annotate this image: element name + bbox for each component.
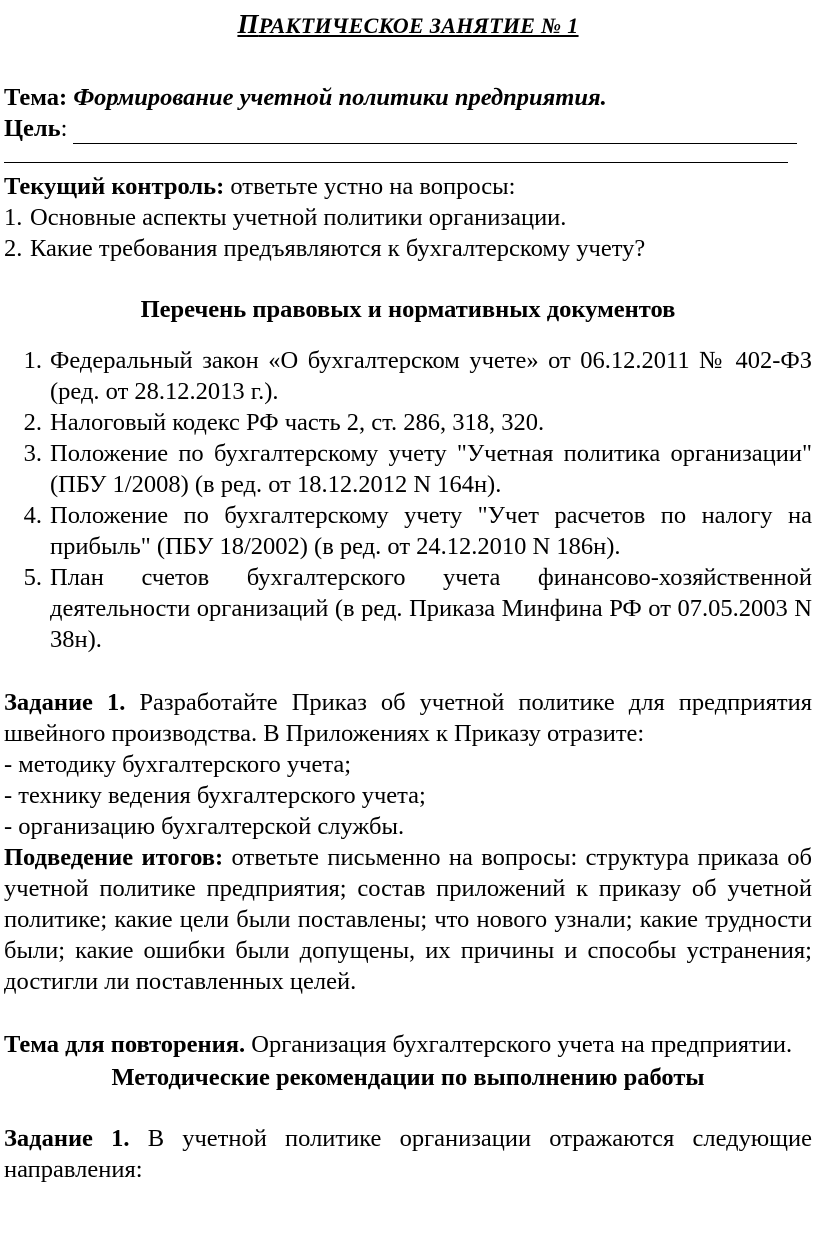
task1-bullet: - технику ведения бухгалтерского учета; [4, 782, 426, 809]
task1b-paragraph [4, 1123, 812, 1185]
topic-text: Формирование учетной политики предприятия. [73, 84, 607, 111]
question-number: 2. [4, 235, 23, 262]
doc-text: Положение по бухгалтерскому учету "Учетная политика организации" (ПБУ 1/2008) (в ред. от 18.12.2012 N 164н). [50, 440, 812, 498]
summary-paragraph [4, 842, 812, 997]
title-rest: РАКТИЧЕСКОЕ ЗАНЯТИЕ № 1 [258, 13, 579, 38]
doc-number: 5. [23, 564, 42, 591]
list-item [4, 407, 812, 438]
doc-text: Налоговый кодекс РФ часть 2, ст. 286, 318, 320. [50, 409, 545, 436]
goal-blank-line-2 [4, 144, 788, 163]
task1b-text: В учетной политике организации отражаются следующие направления: [4, 1125, 812, 1183]
task1-bullet: - методику бухгалтерского учета; [4, 751, 352, 778]
repeat-paragraph [4, 1029, 812, 1060]
goal-colon: : [60, 115, 68, 142]
doc-text: Федеральный закон «О бухгалтерском учете» от 06.12.2011 № 402-ФЗ (ред. от 28.12.2013 г.). [50, 347, 812, 405]
doc-number: 2. [23, 409, 42, 436]
task1-label: Задание 1. [4, 689, 126, 716]
control-text: ответьте устно на вопросы: [224, 173, 516, 200]
doc-text: Положение по бухгалтерскому учету "Учет расчетов по налогу на прибыль" (ПБУ 18/2002) (в ред. от 24.12.2010 N 186н). [50, 502, 812, 560]
doc-number: 1. [23, 347, 42, 374]
topic-label: Тема: [4, 84, 68, 111]
control-line [4, 171, 812, 202]
page-title [4, 10, 812, 40]
list-item [4, 233, 812, 264]
summary-label: Подведение итогов: [4, 844, 224, 871]
question-text: Какие требования предъявляются к бухгалтерскому учету? [30, 235, 646, 262]
doc-number: 4. [23, 502, 42, 529]
question-list [4, 202, 812, 264]
goal-label: Цель [4, 115, 61, 142]
list-item [4, 500, 812, 562]
question-text: Основные аспекты учетной политики организации. [30, 204, 567, 231]
doc-text: План счетов бухгалтерского учета финансово-хозяйственной деятельности организаций (в ред. Приказа Минфина РФ от 07.05.2003 N 38н). [50, 564, 812, 653]
docs-heading: Перечень правовых и нормативных документов [140, 296, 676, 323]
task1-text: Разработайте Приказ об учетной политике для предприятия швейного производства. В Приложениях к Приказу отразите: [4, 689, 812, 747]
task1-paragraph [4, 687, 812, 749]
docs-list [4, 345, 812, 655]
method-heading: Методические рекомендации по выполнению работы [111, 1064, 705, 1091]
doc-number: 3. [23, 440, 42, 467]
repeat-label: Тема для повторения. [4, 1031, 246, 1058]
task1b-label: Задание 1. [4, 1125, 130, 1152]
goal-line [4, 113, 812, 144]
control-label: Текущий контроль: [4, 173, 225, 200]
list-item [4, 562, 812, 655]
list-item [4, 345, 812, 407]
list-item [4, 438, 812, 500]
list-item [4, 202, 812, 233]
task1-bullet: - организацию бухгалтерской службы. [4, 813, 405, 840]
repeat-text: Организация бухгалтерского учета на предприятии. [245, 1031, 793, 1058]
question-number: 1. [4, 204, 23, 231]
topic-line [4, 82, 812, 113]
title-initial: П [237, 9, 259, 39]
summary-text: ответьте письменно на вопросы: структура приказа об учетной политике предприятия; состав приложений к приказу об учетной политике; какие цели были поставлены; что нового узнали; какие трудности были; какие ошибки были допущены, их причины и способы устранения; достигли ли поставленных целей. [4, 844, 813, 995]
goal-blank [73, 121, 797, 144]
